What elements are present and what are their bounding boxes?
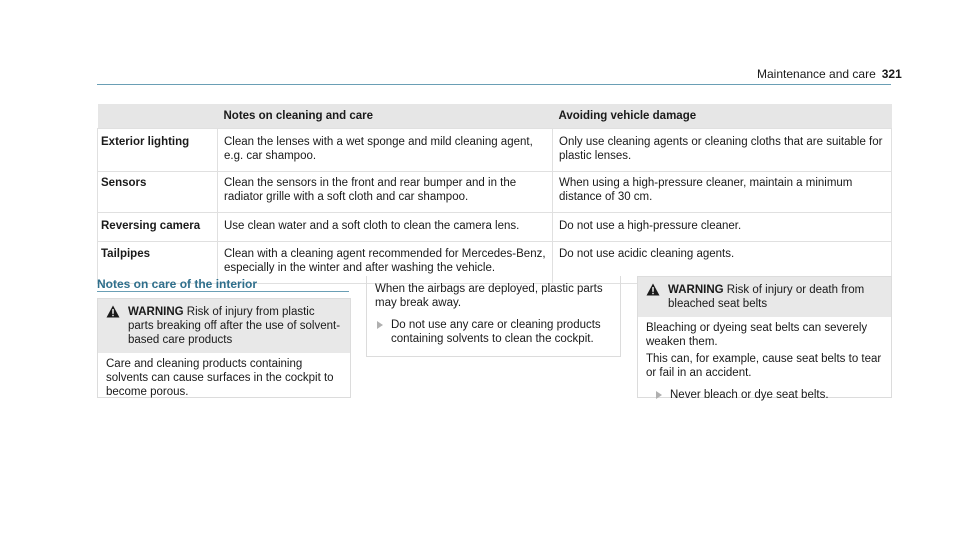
row-avoid: Do not use a high-pressure cleaner. bbox=[553, 213, 892, 242]
warning-body bbox=[638, 317, 891, 408]
step-arrow-icon bbox=[656, 391, 662, 399]
warning-box-plastic-parts bbox=[97, 298, 351, 398]
airbag-note-box bbox=[366, 276, 621, 357]
section-rule bbox=[97, 291, 349, 292]
warning-body-line: This can, for example, cause seat belts to tear or fail in an accident. bbox=[646, 353, 882, 379]
row-item: Tailpipes bbox=[98, 242, 218, 284]
row-care: Use clean water and a soft cloth to clean the camera lens. bbox=[218, 213, 553, 242]
cleaning-care-table bbox=[97, 104, 892, 284]
row-item: Sensors bbox=[98, 172, 218, 213]
warning-headline: Risk of injury from plastic parts breaking off after the use of solvent-based care products bbox=[128, 306, 341, 346]
warning-triangle-icon bbox=[646, 283, 660, 296]
section-title: Notes on care of the interior bbox=[97, 277, 258, 291]
row-care: Clean with a cleaning agent recommended for Mercedes-Benz, especially in the winter and after washing the vehicle. bbox=[218, 242, 553, 284]
warning-triangle-icon bbox=[106, 305, 120, 318]
step-arrow-icon bbox=[377, 321, 383, 329]
warning-body: Care and cleaning products containing solvents can cause surfaces in the cockpit to become porous. bbox=[106, 358, 334, 398]
row-item: Reversing camera bbox=[98, 213, 218, 242]
step-text: Do not use any care or cleaning products containing solvents to clean the cockpit. bbox=[391, 319, 601, 345]
table-row bbox=[98, 213, 892, 242]
row-care: Clean the lenses with a wet sponge and mild cleaning agent, e.g. car shampoo. bbox=[218, 129, 553, 172]
warning-box-seat-belts bbox=[637, 276, 892, 401]
table-row bbox=[98, 172, 892, 213]
warning-label: WARNING bbox=[668, 284, 724, 296]
row-care: Clean the sensors in the front and rear bumper and in the radiator grille with a soft cloth and car shampoo. bbox=[218, 172, 553, 213]
warning-header bbox=[638, 277, 891, 317]
instruction-step bbox=[646, 388, 883, 402]
airbag-note-text: When the airbags are deployed, plastic parts may break away. bbox=[375, 283, 603, 309]
header-rule bbox=[97, 84, 891, 85]
instruction-step bbox=[367, 318, 620, 346]
warning-header bbox=[98, 299, 350, 353]
page-number: 321 bbox=[881, 67, 902, 81]
row-avoid: Do not use acidic cleaning agents. bbox=[553, 242, 892, 284]
row-avoid: When using a high-pressure cleaner, maintain a minimum distance of 30 cm. bbox=[553, 172, 892, 213]
table-header-care: Notes on cleaning and care bbox=[218, 104, 553, 129]
row-avoid: Only use cleaning agents or cleaning cloths that are suitable for plastic lenses. bbox=[553, 129, 892, 172]
warning-headline: Risk of injury or death from bleached seat belts bbox=[668, 284, 865, 310]
running-head-title: Maintenance and care bbox=[757, 67, 876, 81]
warning-body-line: Bleaching or dyeing seat belts can severely weaken them. bbox=[646, 322, 868, 348]
table-header-avoid: Avoiding vehicle damage bbox=[553, 104, 892, 129]
table-header-row bbox=[98, 104, 892, 129]
warning-label: WARNING bbox=[128, 306, 184, 318]
table-header-blank bbox=[98, 104, 218, 129]
step-text: Never bleach or dye seat belts. bbox=[670, 389, 829, 401]
row-item: Exterior lighting bbox=[98, 129, 218, 172]
running-head bbox=[757, 67, 902, 81]
table-row bbox=[98, 129, 892, 172]
